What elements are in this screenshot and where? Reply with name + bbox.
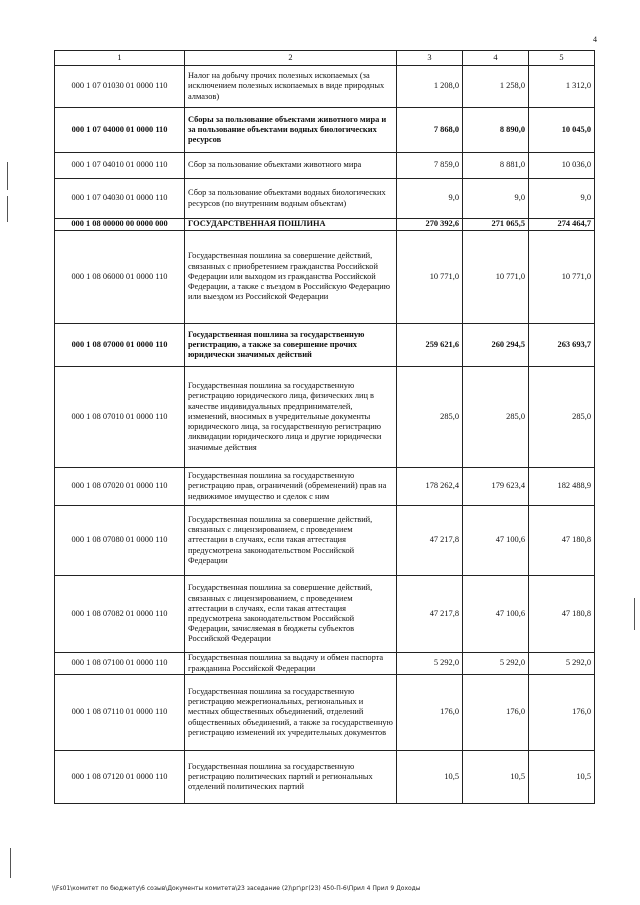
amount-year3-cell: 182 488,9 bbox=[529, 468, 595, 506]
amount-year3-cell: 176,0 bbox=[529, 675, 595, 751]
kbk-code-cell: 000 1 08 00000 00 0000 000 bbox=[55, 219, 185, 231]
header-cell: 1 bbox=[55, 51, 185, 66]
table-row bbox=[55, 153, 595, 179]
amount-year1-cell: 47 217,8 bbox=[397, 506, 463, 576]
revenue-name-cell: Государственная пошлина за государственную регистрацию юридического лица, физических лиц в качестве индивидуальных предпринимателей, изменений, вносимых в учредительные документы юридического лица, за государственную регистрацию ликвидации юридического лица и другие юридически значимые действия bbox=[185, 367, 397, 468]
amount-year2-cell: 8 881,0 bbox=[463, 153, 529, 179]
revenue-name-cell: Государственная пошлина за выдачу и обмен паспорта гражданина Российской Федерации bbox=[185, 653, 397, 675]
amount-year2-cell: 8 890,0 bbox=[463, 108, 529, 153]
amount-year2-cell: 1 258,0 bbox=[463, 66, 529, 108]
table-row bbox=[55, 367, 595, 468]
amount-year1-cell: 5 292,0 bbox=[397, 653, 463, 675]
kbk-code-cell: 000 1 08 07080 01 0000 110 bbox=[55, 506, 185, 576]
kbk-code-cell: 000 1 07 04010 01 0000 110 bbox=[55, 153, 185, 179]
kbk-code-cell: 000 1 07 04030 01 0000 110 bbox=[55, 179, 185, 219]
amount-year2-cell: 47 100,6 bbox=[463, 576, 529, 653]
margin-mark bbox=[7, 162, 8, 190]
table-row bbox=[55, 231, 595, 324]
amount-year1-cell: 47 217,8 bbox=[397, 576, 463, 653]
amount-year1-cell: 270 392,6 bbox=[397, 219, 463, 231]
amount-year3-cell: 274 464,7 bbox=[529, 219, 595, 231]
table-row bbox=[55, 66, 595, 108]
header-cell: 3 bbox=[397, 51, 463, 66]
revenue-name-cell: Государственная пошлина за совершение действий, связанных с приобретением гражданства Российской Федерации или выходом из гражданства Российской Федерации, а также с въездом в Российскую Федерацию или выездом из Российской Федерации bbox=[185, 231, 397, 324]
amount-year2-cell: 5 292,0 bbox=[463, 653, 529, 675]
kbk-code-cell: 000 1 08 07000 01 0000 110 bbox=[55, 324, 185, 367]
revenue-table bbox=[54, 50, 595, 804]
table-row bbox=[55, 324, 595, 367]
kbk-code-cell: 000 1 07 01030 01 0000 110 bbox=[55, 66, 185, 108]
amount-year3-cell: 47 180,8 bbox=[529, 576, 595, 653]
amount-year1-cell: 259 621,6 bbox=[397, 324, 463, 367]
margin-mark bbox=[10, 848, 11, 878]
amount-year3-cell: 1 312,0 bbox=[529, 66, 595, 108]
table-row bbox=[55, 468, 595, 506]
table-row bbox=[55, 576, 595, 653]
amount-year3-cell: 9,0 bbox=[529, 179, 595, 219]
table-row bbox=[55, 653, 595, 675]
amount-year2-cell: 9,0 bbox=[463, 179, 529, 219]
amount-year1-cell: 7 868,0 bbox=[397, 108, 463, 153]
revenue-name-cell: Государственная пошлина за совершение действий, связанных с лицензированием, с проведением аттестации в случаях, если такая аттестация предусмотрена законодательством Российской Федерации bbox=[185, 506, 397, 576]
kbk-code-cell: 000 1 08 07010 01 0000 110 bbox=[55, 367, 185, 468]
kbk-code-cell: 000 1 08 06000 01 0000 110 bbox=[55, 231, 185, 324]
header-row bbox=[55, 51, 595, 66]
revenue-name-cell: Сбор за пользование объектами водных биологических ресурсов (по внутренним водным объектам) bbox=[185, 179, 397, 219]
amount-year2-cell: 10 771,0 bbox=[463, 231, 529, 324]
table-row bbox=[55, 506, 595, 576]
amount-year3-cell: 263 693,7 bbox=[529, 324, 595, 367]
revenue-name-cell: Государственная пошлина за совершение действий, связанных с лицензированием, с проведением аттестации в случаях, если такая аттестация предусмотрена законодательством Российской Федерации, зачисляемая в бюджеты субъектов Российской Федерации bbox=[185, 576, 397, 653]
kbk-code-cell: 000 1 08 07020 01 0000 110 bbox=[55, 468, 185, 506]
amount-year3-cell: 285,0 bbox=[529, 367, 595, 468]
amount-year2-cell: 260 294,5 bbox=[463, 324, 529, 367]
header-cell: 4 bbox=[463, 51, 529, 66]
revenue-name-cell: ГОСУДАРСТВЕННАЯ ПОШЛИНА bbox=[185, 219, 397, 231]
amount-year2-cell: 10,5 bbox=[463, 751, 529, 804]
kbk-code-cell: 000 1 08 07120 01 0000 110 bbox=[55, 751, 185, 804]
amount-year3-cell: 5 292,0 bbox=[529, 653, 595, 675]
amount-year2-cell: 179 623,4 bbox=[463, 468, 529, 506]
amount-year1-cell: 10,5 bbox=[397, 751, 463, 804]
amount-year3-cell: 10,5 bbox=[529, 751, 595, 804]
kbk-code-cell: 000 1 07 04000 01 0000 110 bbox=[55, 108, 185, 153]
amount-year3-cell: 47 180,8 bbox=[529, 506, 595, 576]
revenue-name-cell: Государственная пошлина за государственную регистрацию межрегиональных, региональных и местных общественных объединений, отделений общественных объединений, а также за государственную регистрацию изменений их учредительных документов bbox=[185, 675, 397, 751]
header-cell: 2 bbox=[185, 51, 397, 66]
amount-year3-cell: 10 771,0 bbox=[529, 231, 595, 324]
amount-year1-cell: 10 771,0 bbox=[397, 231, 463, 324]
amount-year2-cell: 285,0 bbox=[463, 367, 529, 468]
revenue-name-cell: Государственная пошлина за государственную регистрацию прав, ограничений (обременений) прав на недвижимое имущество и сделок с ним bbox=[185, 468, 397, 506]
amount-year3-cell: 10 036,0 bbox=[529, 153, 595, 179]
amount-year2-cell: 176,0 bbox=[463, 675, 529, 751]
table-row bbox=[55, 751, 595, 804]
amount-year1-cell: 176,0 bbox=[397, 675, 463, 751]
page-number: 4 bbox=[593, 35, 597, 44]
amount-year2-cell: 271 065,5 bbox=[463, 219, 529, 231]
amount-year1-cell: 285,0 bbox=[397, 367, 463, 468]
table-row bbox=[55, 108, 595, 153]
kbk-code-cell: 000 1 08 07100 01 0000 110 bbox=[55, 653, 185, 675]
amount-year1-cell: 178 262,4 bbox=[397, 468, 463, 506]
revenue-name-cell: Сбор за пользование объектами животного мира bbox=[185, 153, 397, 179]
amount-year1-cell: 9,0 bbox=[397, 179, 463, 219]
amount-year1-cell: 7 859,0 bbox=[397, 153, 463, 179]
revenue-name-cell: Сборы за пользование объектами животного мира и за пользование объектами водных биологических ресурсов bbox=[185, 108, 397, 153]
margin-mark bbox=[634, 598, 635, 630]
amount-year3-cell: 10 045,0 bbox=[529, 108, 595, 153]
margin-mark bbox=[7, 196, 8, 222]
header-cell: 5 bbox=[529, 51, 595, 66]
table-row bbox=[55, 219, 595, 231]
table-row bbox=[55, 179, 595, 219]
kbk-code-cell: 000 1 08 07082 01 0000 110 bbox=[55, 576, 185, 653]
kbk-code-cell: 000 1 08 07110 01 0000 110 bbox=[55, 675, 185, 751]
amount-year2-cell: 47 100,6 bbox=[463, 506, 529, 576]
amount-year1-cell: 1 208,0 bbox=[397, 66, 463, 108]
revenue-name-cell: Государственная пошлина за государственную регистрацию политических партий и региональных отделений политических партий bbox=[185, 751, 397, 804]
file-path-footer: \\Fs01\комитет по бюджету\6 созыв\Документы комитета\23 заседание (2)\рг\рг(23) 450-П-6\Прил 4 Прил 9 Доходы bbox=[52, 885, 421, 892]
revenue-name-cell: Государственная пошлина за государственную регистрацию, а также за совершение прочих юридически значимых действий bbox=[185, 324, 397, 367]
revenue-name-cell: Налог на добычу прочих полезных ископаемых (за исключением полезных ископаемых в виде природных алмазов) bbox=[185, 66, 397, 108]
table-row bbox=[55, 675, 595, 751]
